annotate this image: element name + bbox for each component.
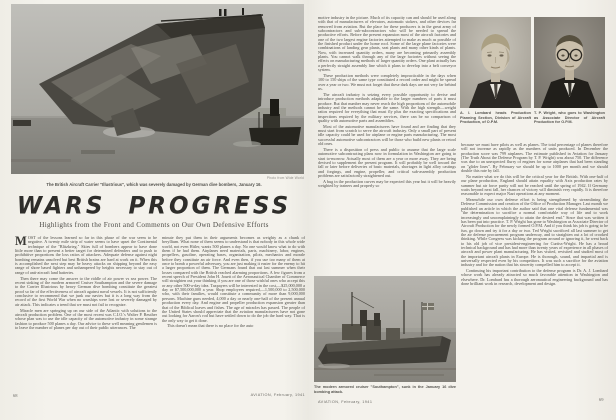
lombard-portrait-photo [460, 17, 531, 108]
body-paragraph: There is a disposition of press and public to assume that the large scale automotive subcontracting plans now in formulation in Washington are going to start to-morrow. Actually most of them are a year or more away. They are being devised to supplement the present program. It will probably be well toward the fall or later before deliveries of basic materials, shortages in light alloy castings and forgings, and engine, propeller, and critical sub-assembly production problems are satisfactorily straightened out. [318, 146, 456, 179]
cruiser-photo-caption: The modern armored cruiser "Southampton", sunk in the January 16 dive bombing attack. [314, 385, 456, 394]
right-page-column-1 [318, 16, 456, 269]
body-paragraph: Then there may come the answer to the riddle of air power vs sea power. The recent sinking of the modern armored Cruiser Southampton and the severe damage to the Carrier Illustrious by heavy German dive bombing constitute the greatest proof so far of the effectiveness of aircraft against naval vessels. It is not sufficiently conclusive to recommend that we junk our navies but it is a long way from the record of the first World War when no warships were lost or severely damaged by air attack. This indicates a trend that we must not fail to recognize. [15, 275, 157, 307]
wright-portrait-illustration [534, 17, 605, 108]
body-paragraph: This doesn't mean that there is no place for the auto [167, 323, 254, 329]
body-paragraph: Miracle men are springing up on our side of the Atlantic with solutions to the aircraft production problem. One of the most recent was C.I.O.'s Walter P. Reuther whose plan was to use the idle capacity of the automotive industry in some strange fashion to produce 500 planes a day. Our advice to these well meaning gentlemen is to leave the number of planes per day out of their public utterances. The [15, 307, 157, 330]
body-paragraph: No matter what we do this will be the critical year for the British. With one-half of our plane production, England should attain equality with Axis production rates by summer but air force parity will not be reached until the spring of 1942. If Germany waits beyond next fall, her chances of victory will diminish very rapidly. It is therefore reasonable to expect major Nazi operations at any moment. [461, 173, 608, 197]
body-paragraph: Meanwhile our own defense effort is being strengthened by streamlining the Defense Commission and creation of the Office of Production Manager. Last month we published an article in which the author said that one vital defense fundamental was "the determination to sacrifice a normal comfortable way of life and to work increasingly and uncomplainingly to attain the desired end." Since that was written it has been put into practice. T. P. Wright has gone to Washington as Associate Director of Aircraft Production for the newly formed O.P.M. And if you think his job is going to be fun, go down and try it for a day or two. Ted Wright sacrificed all last summer to get the air defense procurement program underway, and to straighten out a lot of crooked thinking. While Congress was kicking the program around or ignoring it, he went back to his old job of vice president-engineering for Curtiss-Wright. He has a broad technical background and has had more than twenty years of experience in all phases of aircraft and power plant manufacturing. He has visited, revisited and studied most of the important aircraft plants in Europe. He is thorough, sound, and impartial and is universally respected even by his competitors. It was such a sacrifice for the aviation industry and for the nation that his sincerity compelled him to accept it. [461, 197, 608, 268]
body-paragraph: These production methods were completely impracticable in the days when 100 to 150 ships of the same type constituted a record order and might be spread over a year or two. We must not forget that these dark days are not very far behind us. [318, 72, 456, 91]
article-subtitle: Highlights from the Front and Comments on Our Own Defensive Efforts [39, 221, 269, 229]
article-title: WARS PROGRESS [16, 192, 292, 220]
cruiser-photo [314, 276, 456, 382]
left-page-number: 68 [13, 393, 18, 398]
paragraph-text: OST of the lessons learned so far in this phase of the war seem to be negative. A twenty mile strip of water seems to have upset the Continental technique of the "Blitzkrieg." Skies full of bombers appear to have done little more than to present a better target for determined defenders and to push to prohibitive proportions the loss ratios of attackers. Adequate defense against night bombing remains unsolved but best British brains are hard at work on it. When this is accomplished the next step may be heavy attacks on shipping beyond the easy range of shore based fighters and unhampered by heights necessary to stay out of range of anti-aircraft land batteries. [15, 236, 157, 275]
left-page-column-1 [15, 236, 157, 395]
body-paragraph: motive industry in the picture. Much of its capacity can and should be used along with that of manufacturers of elevators, automatic stokers, and other devices far removed from aviation. But the place for these producers is in the great army of subcontractors and sub-subcontractors who will be needed to spread the productive efforts. Before the present expansion most of the aircraft factories and one of the two largest engine factories attempted to make as much as possible of the finished product under the home roof. Some of the large plane factories were combinations of landing gear plants, seat plants and many other kinds of plants. Now, with increased quantity orders, many are becoming primarily assembly plants. You cannot walk through any of the large factories without seeing the effects on manufacturing methods of larger quantity orders. One plant actually has a perfectly straight assembly line which it plans to develop into a belt conveyor system. [318, 16, 456, 73]
body-paragraph: The aircraft industry is seizing every possible opportunity to devise and introduce production methods adaptable to the larger numbers of parts it must produce. But that number may never reach the high proportions of the automobile industry and the methods cannot be the same. With the high strength—weight ratios required for everything that must fly plus the exacting specifications and inspections required by the military services, there can be no comparison of quality with automotive parts and assemblies. [318, 91, 456, 123]
carrier-photo-credit: Photo from Wide World [266, 175, 304, 180]
wright-portrait-caption: T. P. Wright, who goes to Washington as Associate Director of Aircraft Production for O.P.M. [534, 111, 605, 125]
wright-portrait-photo [534, 17, 605, 108]
cruiser-photo-illustration [314, 276, 456, 382]
body-paragraph: A bug in the production curves may be expected this year but it will be heavily weighted by trainers and properly so [318, 178, 456, 189]
body-paragraph: minute they put them in their arguments becomes as weighty as a chunk of beryllium. What none of them seems to understand is that nobody in this whole wide world, not even Hitler, wants 500 planes a day. No one would know what to do with them if he had them. Airplanes need materials, parts, machinery, labor, engines, propellers, gasoline, operating bases, organization, pilots, mechanics and morale before they constitute an air force. And even then, if you use too many of them at once to bomb a powerful adversary, you are just making it easier for the enemy to hit a larger proportion of them. The Germans found that out last summer when their losses compared with the British reached alarming proportions. A few figures from a recent speech of President John H. Jouett of the Aeronautical Chamber of Commerce will straighten out your thinking if you are one of those wishful ones who accept this or any other 500-a-day idea. Taxpayers will be interested in the cost,—$25,000,000 a day or $7,500,000,000 a year. Shop employees required,—1,500,000 to 2,500,000 who, with their families, would constitute a community of more than 9,000,000 persons. Machine guns needed, 4,000 a day or nearly one-half of the present annual production every day. And engine and propeller production expansion greater than that of the Biblical loaves and fishes. The age of miracles has passed. The people of the United States should appreciate that the aviation manufacturers have not gone out looking for Aaron's rod but have settled down to do the job the hard way. That is the only way to get it done. [162, 236, 305, 323]
body-paragraph [15, 236, 157, 275]
carrier-photo [11, 4, 304, 174]
carrier-photo-caption: The British Aircraft Carrier "Illustrious", which was severely damaged by German dive bombers, January 16. [46, 182, 262, 187]
lombard-portrait-caption: A. I. Lombard heads Production Planning Section, Division of Aircraft Production, of O.P.M. [460, 111, 531, 125]
body-paragraph: because we must have pilots as well as planes. The total percentage of planes therefore will not increase as rapidly as the numbers of units produced. In December the production score was 799 airplanes. The estimate published in Aviation for January (The Truth About the Defense Program by T. P. Wright) was about 750. The difference was due to an unexpected flurry of engines for some airplanes that had been standing on "glider lines". By February we should be up to 1000 per month and we should double this rate by fall. [461, 143, 608, 174]
right-page-column-2 [461, 143, 608, 396]
right-page-footer: AVIATION, February, 1941 [318, 400, 373, 404]
left-page-footer: AVIATION, February, 1941 [250, 392, 305, 397]
dropcap-letter: M [15, 236, 27, 248]
body-paragraph: Most of the automotive manufacturers have found and are finding that they must start from scratch to serve the aircraft industry. Only a small part of present idle capacity could be used for airplane or engine parts manufacturing. The most successful automotive subcontractors will be those who build new plants or retool old ones. [318, 123, 456, 147]
right-page-number: 69 [599, 397, 604, 402]
lombard-portrait-illustration [460, 17, 531, 108]
left-page-column-2 [162, 236, 305, 395]
carrier-photo-illustration [11, 4, 304, 174]
body-paragraph: Continuing his important contribution to the defense program is Dr. A. J. Lombard whose work has already attracted so much favorable attention in Washington and elsewhere. Dr. Lombard has a thorough aeronautical engineering background and has done brilliant work in research, development and design. [461, 268, 608, 287]
